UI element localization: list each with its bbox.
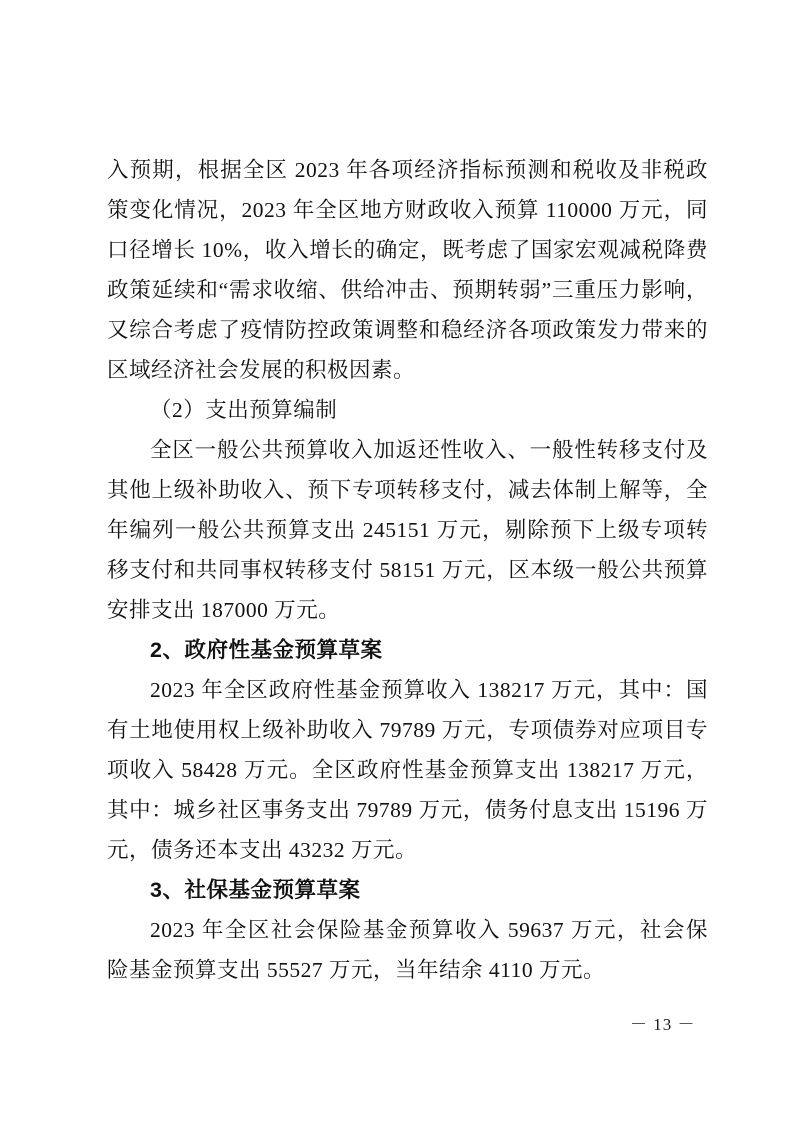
paragraph-government-funds-budget: 2023 年全区政府性基金预算收入 138217 万元，其中：国有土地使用权上级补助收入 79789 万元，专项债券对应项目专项收入 58428 万元。全区政府性基金预算支出 138217 万元，其中：城乡社区事务支出 79789 万元，债务付息支出 15196 万元，债务还本支出 43232 万元。 (107, 678, 708, 862)
paragraph-expenditure-subheading: （2）支出预算编制 (150, 398, 338, 422)
section-heading-social-security-fund: 3、社保基金预算草案 (150, 878, 361, 902)
paragraph-revenue-forecast: 入预期，根据全区 2023 年各项经济指标预测和税收及非税政策变化情况，2023 年全区地方财政收入预算 110000 万元，同口径增长 10%，收入增长的确定，既考虑了国家宏观减税降费政策延续和“需求收缩、供给冲击、预期转弱”三重压力影响，又综合考虑了疫情防控政策调整和稳经济各项政策发力带来的区域经济社会发展的积极因素。 (107, 158, 708, 382)
paragraph-social-security-budget: 2023 年全区社会保险基金预算收入 59637 万元，社会保险基金预算支出 55527 万元，当年结余 4110 万元。 (107, 918, 708, 982)
document-body (107, 150, 708, 990)
paragraph-general-public-budget: 全区一般公共预算收入加返还性收入、一般性转移支付及其他上级补助收入、预下专项转移支付，减去体制上解等，全年编列一般公共预算支出 245151 万元，剔除预下上级专项转移支付和共同事权转移支付 58151 万元，区本级一般公共预算安排支出 187000 万元。 (107, 438, 708, 622)
section-heading-government-funds: 2、政府性基金预算草案 (150, 638, 383, 662)
page-number: － 13 － (630, 1015, 696, 1034)
